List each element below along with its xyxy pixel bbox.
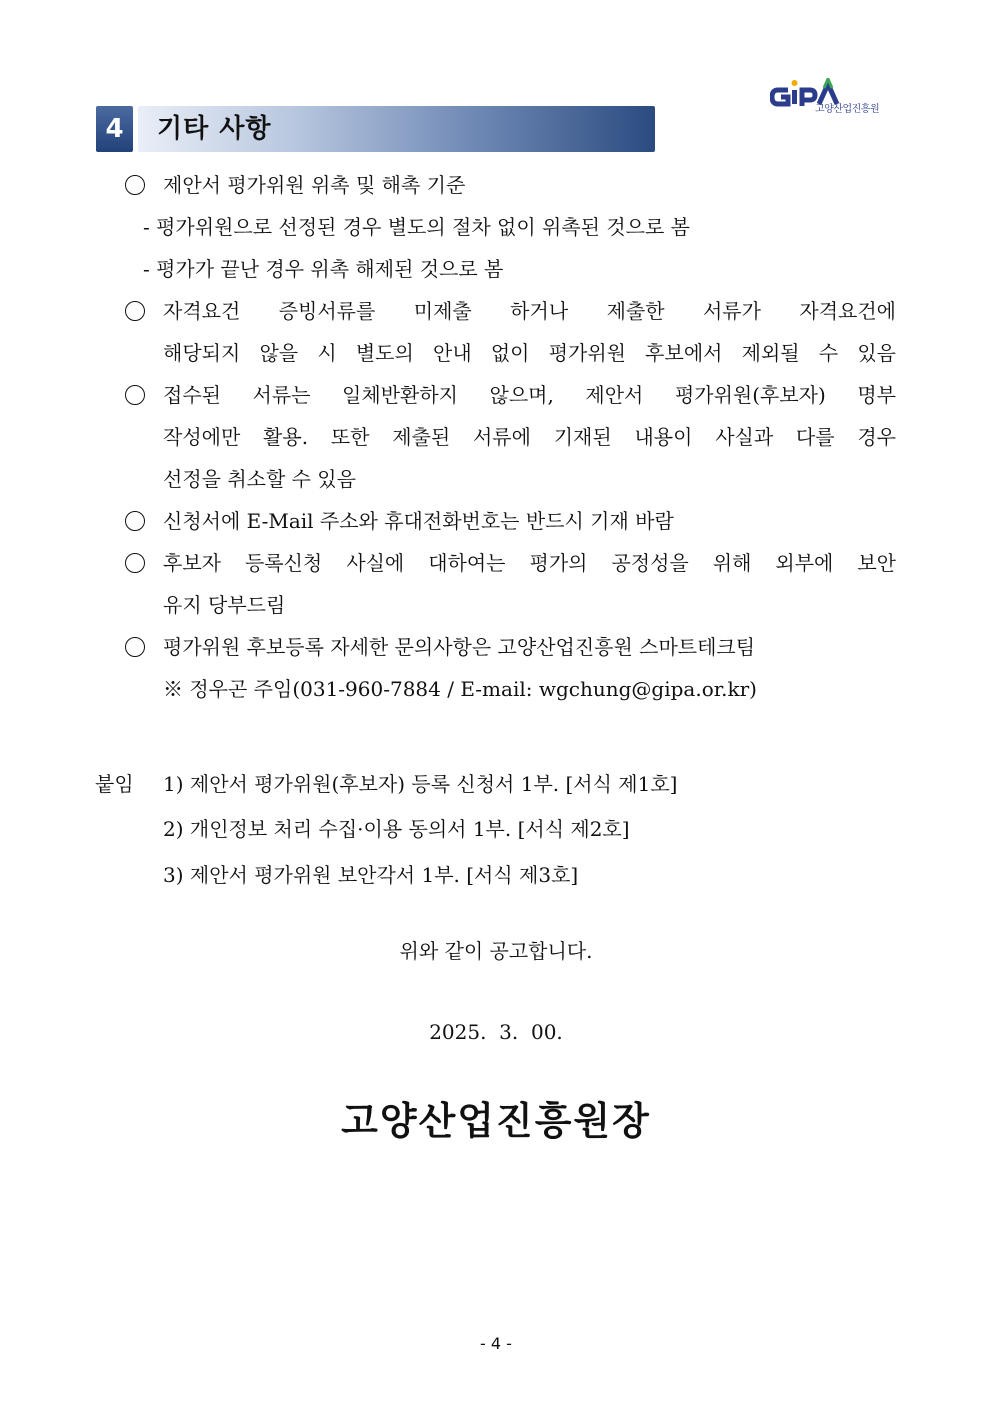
item-3-line-3: 선정을 취소할 수 있음 <box>163 467 356 491</box>
section-number: 4 <box>96 106 133 152</box>
circle-bullet-icon <box>125 511 145 531</box>
circle-bullet-icon <box>125 553 145 573</box>
item-3-line-1: 접수된 서류는 일체반환하지 않으며, 제안서 평가위원(후보자) 명부 <box>163 383 896 407</box>
item-3-line-2: 작성에만 활용. 또한 제출된 서류에 기재된 내용이 사실과 다를 경우 <box>163 425 896 449</box>
circle-bullet-icon <box>125 175 145 195</box>
item-6: 평가위원 후보등록 자세한 문의사항은 고양산업진흥원 스마트테크팀 <box>163 635 756 659</box>
logo-name: 고양산업진흥원 <box>815 104 880 115</box>
contact-note: ※ 정우곤 주임(031-960-7884 / E-mail: wgchung@gipa.or.kr) <box>163 677 757 701</box>
item-5-line-1: 후보자 등록신청 사실에 대하여는 평가의 공정성을 위해 외부에 보안 <box>163 551 896 575</box>
item-1: 제안서 평가위원 위촉 및 해촉 기준 <box>163 173 466 197</box>
item-4: 신청서에 E-Mail 주소와 휴대전화번호는 반드시 기재 바람 <box>163 509 674 533</box>
attachment-1: 1) 제안서 평가위원(후보자) 등록 신청서 1부. [서식 제1호] <box>163 772 678 796</box>
attachment-2: 2) 개인정보 처리 수집·이용 동의서 1부. [서식 제2호] <box>163 817 630 841</box>
attachment-3: 3) 제안서 평가위원 보안각서 1부. [서식 제3호] <box>163 863 579 887</box>
section-title: 기타 사항 <box>157 114 272 144</box>
attachments-label: 붙임 <box>95 772 134 796</box>
gipa-logo <box>770 78 895 118</box>
circle-bullet-icon <box>125 385 145 405</box>
item-5-line-2: 유지 당부드림 <box>163 593 286 617</box>
circle-bullet-icon <box>125 301 145 321</box>
closing-text: 위와 같이 공고합니다. <box>399 939 593 963</box>
signature: 고양산업진흥원장 <box>341 1098 651 1143</box>
item-1-detail-2: - 평가가 끝난 경우 위촉 해제된 것으로 봄 <box>143 257 504 281</box>
item-2-line-2: 해당되지 않을 시 별도의 안내 없이 평가위원 후보에서 제외될 수 있음 <box>163 341 896 365</box>
item-1-detail-1: - 평가위원으로 선정된 경우 별도의 절차 없이 위촉된 것으로 봄 <box>143 215 690 239</box>
circle-bullet-icon <box>125 637 145 657</box>
page-number: - 4 - <box>480 1334 512 1353</box>
date: 2025. 3. 00. <box>429 1020 563 1044</box>
item-2-line-1: 자격요건 증빙서류를 미제출 하거나 제출한 서류가 자격요건에 <box>163 299 896 323</box>
